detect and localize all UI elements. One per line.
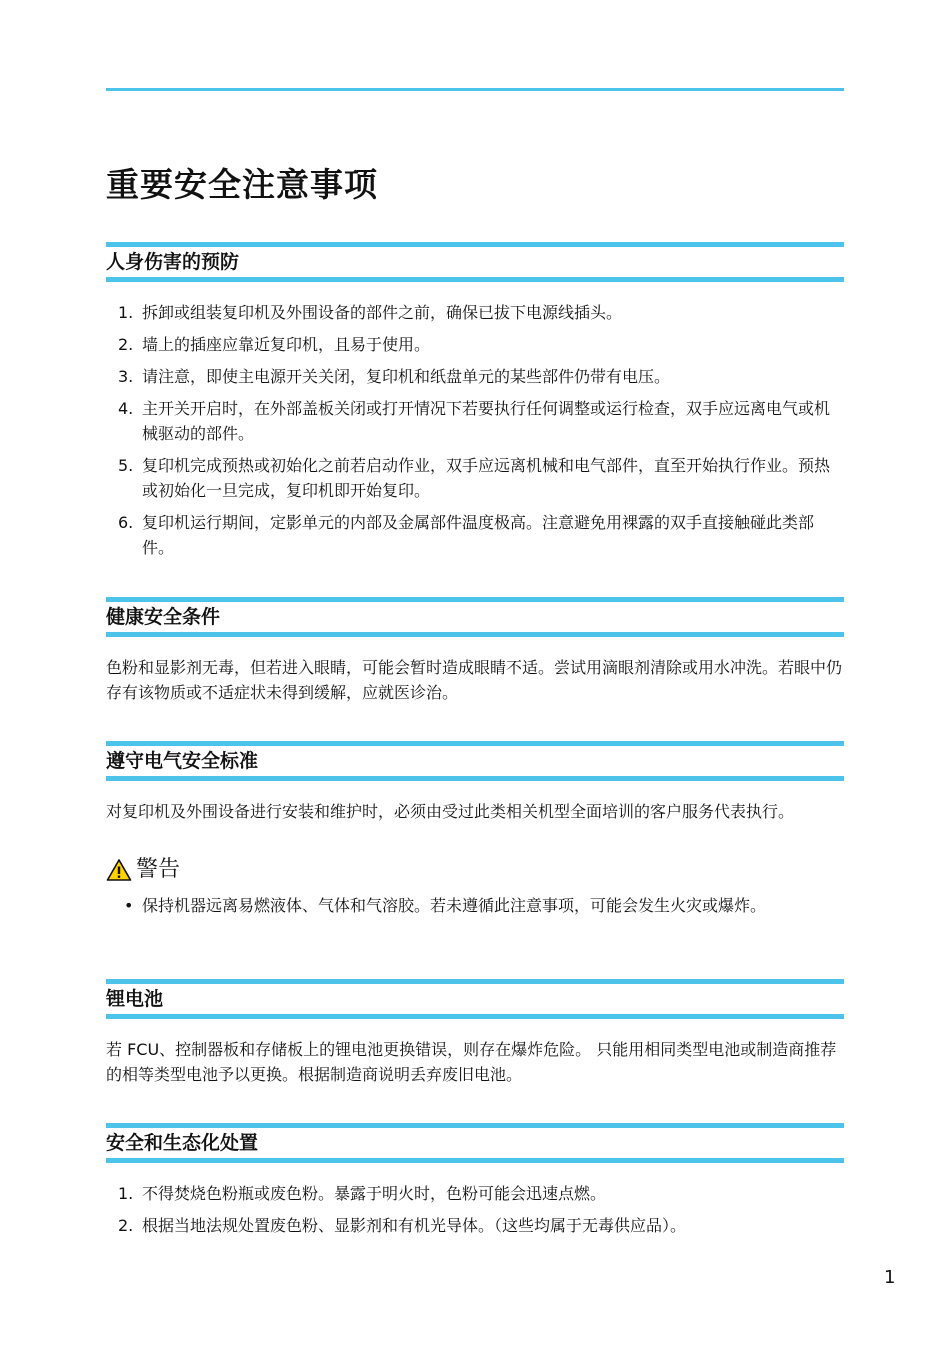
- list-item: 5. 复印机完成预热或初始化之前若启动作业，双手应远离机械和电气部件，直至开始执行作业。预热或初始化一旦完成，复印机即开始复印。: [118, 456, 831, 500]
- warning-label: 警告: [136, 857, 181, 882]
- warning-triangle-icon: [106, 858, 132, 882]
- top-rule: [106, 88, 844, 91]
- list-item: • 保持机器远离易燃液体、气体和气溶胶。若未遵循此注意事项，可能会发生火灾或爆炸。: [124, 896, 767, 915]
- list-item: 1. 不得焚烧色粉瓶或废色粉。暴露于明火时，色粉可能会迅速点燃。: [118, 1184, 607, 1203]
- list-item: 4. 主开关开启时，在外部盖板关闭或打开情况下若要执行任何调整或运行检查，双手应远离电气或机械驱动的部件。: [118, 399, 831, 443]
- electrical-paragraph: 对复印机及外围设备进行安装和维护时，必须由受过此类相关机型全面培训的客户服务代表执行。: [106, 802, 795, 821]
- battery-paragraph: 若 FCU、控制器板和存储板上的锂电池更换错误，则存在爆炸危险。 只能用相同类型电池或制造商推荐的相等类型电池予以更换。根据制造商说明丢弃废旧电池。: [106, 1040, 837, 1084]
- section-header-electrical: [106, 741, 844, 781]
- list-item: 3. 请注意，即使主电源开关关闭，复印机和纸盘单元的某些部件仍带有电压。: [118, 367, 671, 386]
- list-item: 2. 根据当地法规处置废色粉、显影剂和有机光导体。（这些均属于无毒供应品）。: [118, 1216, 687, 1235]
- section-heading: 安全和生态化处置: [106, 1132, 259, 1154]
- list-item: 2. 墙上的插座应靠近复印机，且易于使用。: [118, 335, 431, 354]
- section-header-health: [106, 597, 844, 637]
- section-heading: 锂电池: [106, 988, 164, 1010]
- health-paragraph: 色粉和显影剂无毒，但若进入眼睛，可能会暂时造成眼睛不适。尝试用滴眼剂清除或用水冲洗。若眼中仍存有该物质或不适症状未得到缓解，应就医诊治。: [106, 658, 843, 702]
- section-header-disposal: [106, 1123, 844, 1163]
- section-heading: 人身伤害的预防: [106, 251, 240, 273]
- list-item: 1. 拆卸或组装复印机及外围设备的部件之前，确保已拔下电源线插头。: [118, 303, 623, 322]
- page-number: 1: [884, 1267, 896, 1288]
- injury-list: [118, 300, 844, 567]
- section-heading: 健康安全条件: [106, 606, 221, 628]
- list-item: 6. 复印机运行期间，定影单元的内部及金属部件温度极高。注意避免用裸露的双手直接触碰此类部件。: [118, 513, 815, 557]
- section-header-injury: [106, 242, 844, 282]
- disposal-list: [118, 1181, 844, 1245]
- warning-list: [124, 893, 826, 918]
- warning-title: [106, 855, 180, 885]
- page-title: 重要安全注意事项: [106, 165, 378, 204]
- section-heading: 遵守电气安全标准: [106, 750, 259, 772]
- section-header-battery: [106, 979, 844, 1019]
